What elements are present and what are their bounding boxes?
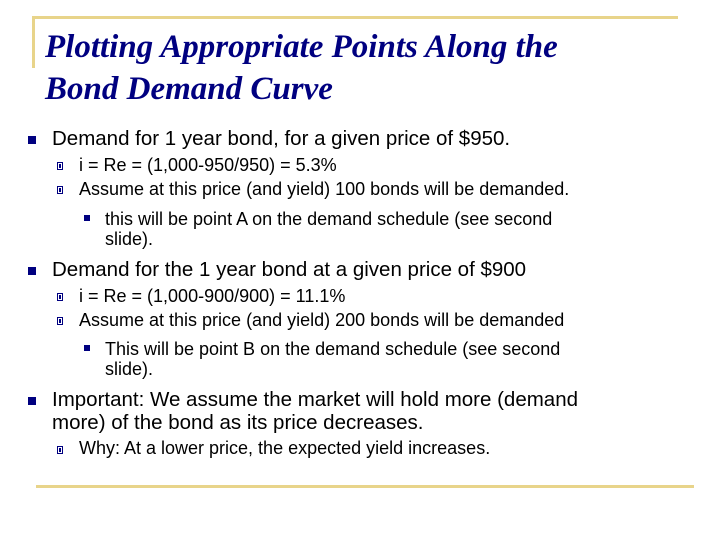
slide-title-line-2: Bond Demand Curve bbox=[45, 71, 333, 107]
hollow-square-bullet-icon bbox=[57, 293, 63, 301]
bullet-demand-900: Demand for the 1 year bond at a given price of $900 bbox=[52, 258, 527, 281]
subbullet-why-lower-price: Why: At a lower price, the expected yield increases. bbox=[79, 438, 491, 458]
filled-square-bullet-icon bbox=[28, 267, 36, 275]
subsubbullet-point-a bbox=[105, 209, 685, 249]
subsubbullet-point-a-line-2: slide). bbox=[105, 229, 154, 249]
bottom-decorative-rule bbox=[36, 485, 694, 488]
bullet-important-line-1: Important: We assume the market will hold more (demand bbox=[52, 388, 579, 411]
hollow-square-bullet-icon bbox=[57, 162, 63, 170]
bullet-important-line-2: more) of the bond as its price decreases. bbox=[52, 411, 424, 434]
hollow-square-bullet-icon bbox=[57, 317, 63, 325]
bullet-demand-950: Demand for 1 year bond, for a given price of $950. bbox=[52, 127, 511, 150]
filled-square-bullet-icon bbox=[28, 397, 36, 405]
subsubbullet-point-b bbox=[105, 339, 685, 379]
subsubbullet-point-a-line-1: this will be point A on the demand schedule (see second bbox=[105, 209, 553, 229]
hollow-square-bullet-icon bbox=[57, 446, 63, 454]
small-square-bullet-icon bbox=[84, 345, 90, 351]
slide-title-line-1: Plotting Appropriate Points Along the bbox=[45, 29, 558, 65]
left-decorative-rule bbox=[32, 16, 35, 68]
slide-title bbox=[45, 26, 685, 110]
subbullet-assume-100-bonds: Assume at this price (and yield) 100 bonds will be demanded. bbox=[79, 179, 570, 199]
bullet-important bbox=[52, 388, 692, 434]
subbullet-interest-rate-900: i = Re = (1,000-900/900) = 11.1% bbox=[79, 286, 346, 306]
hollow-square-bullet-icon bbox=[57, 186, 63, 194]
subbullet-interest-rate-950: i = Re = (1,000-950/950) = 5.3% bbox=[79, 155, 337, 175]
subsubbullet-point-b-line-2: slide). bbox=[105, 359, 154, 379]
subsubbullet-point-b-line-1: This will be point B on the demand schedule (see second bbox=[105, 339, 561, 359]
subbullet-assume-200-bonds: Assume at this price (and yield) 200 bonds will be demanded bbox=[79, 310, 565, 330]
top-decorative-rule bbox=[32, 16, 678, 19]
filled-square-bullet-icon bbox=[28, 136, 36, 144]
small-square-bullet-icon bbox=[84, 215, 90, 221]
